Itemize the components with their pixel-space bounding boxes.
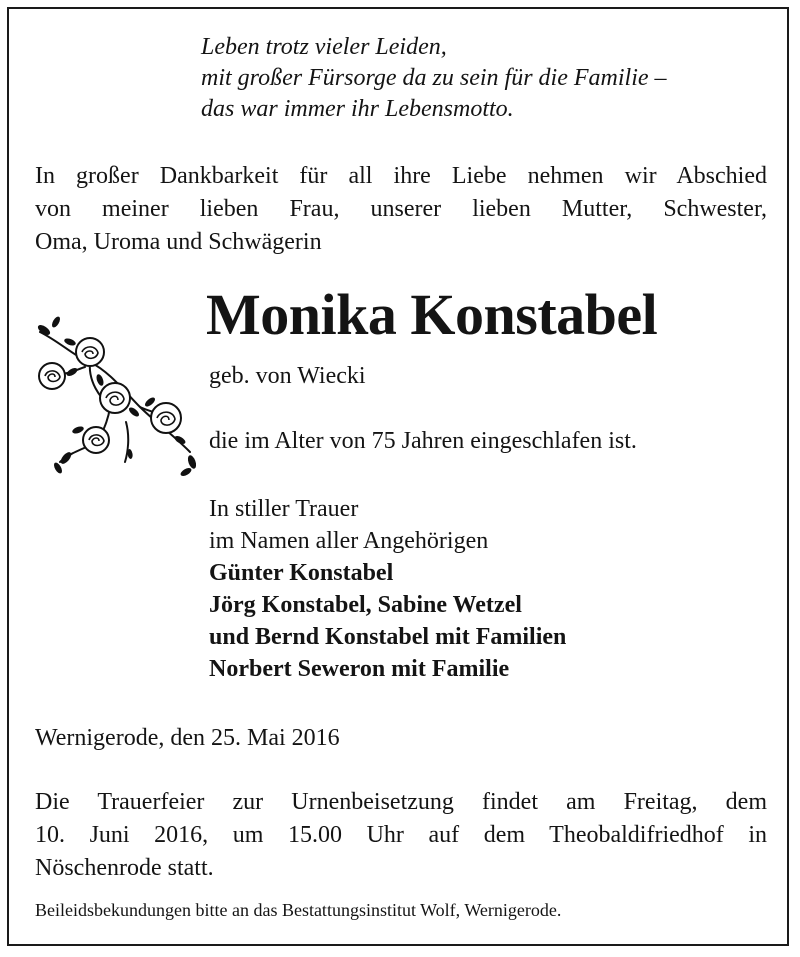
passing-text: die im Alter von 75 Jahren eingeschlafen ist. [209, 428, 637, 454]
relative-name: Günter Konstabel [209, 560, 394, 586]
motto-line: mit großer Fürsorge da zu sein für die Familie – [201, 65, 667, 91]
relative-name: Norbert Seweron mit Familie [209, 656, 510, 682]
motto-line: Leben trotz vieler Leiden, [201, 34, 447, 60]
roses-branch-icon [30, 312, 210, 482]
motto-line: das war immer ihr Lebensmotto. [201, 96, 514, 122]
mourning-line: In stiller Trauer [209, 496, 359, 522]
intro-line: Oma, Uroma und Schwägerin [35, 229, 322, 255]
ceremony-line: Nöschenrode statt. [35, 855, 214, 881]
mourning-line: im Namen aller Angehörigen [209, 528, 489, 554]
birth-name: geb. von Wiecki [209, 363, 366, 389]
ceremony-paragraph [35, 786, 767, 885]
ceremony-line: Die Trauerfeier zur Urnenbeisetzung findet am Freitag, dem [35, 789, 767, 815]
relative-name: und Bernd Konstabel mit Familien [209, 624, 567, 650]
deceased-name: Monika Konstabel [206, 282, 658, 347]
place-date: Wernigerode, den 25. Mai 2016 [35, 725, 340, 751]
ceremony-line: 10. Juni 2016, um 15.00 Uhr auf dem Theobaldifriedhof in [35, 822, 767, 848]
condolence-note: Beileidsbekundungen bitte an das Bestattungsinstitut Wolf, Wernigerode. [35, 900, 562, 920]
intro-line: von meiner lieben Frau, unserer lieben Mutter, Schwester, [35, 196, 767, 222]
relative-name: Jörg Konstabel, Sabine Wetzel [209, 592, 522, 618]
intro-line: In großer Dankbarkeit für all ihre Liebe nehmen wir Abschied [35, 163, 767, 189]
intro-paragraph [35, 160, 767, 259]
